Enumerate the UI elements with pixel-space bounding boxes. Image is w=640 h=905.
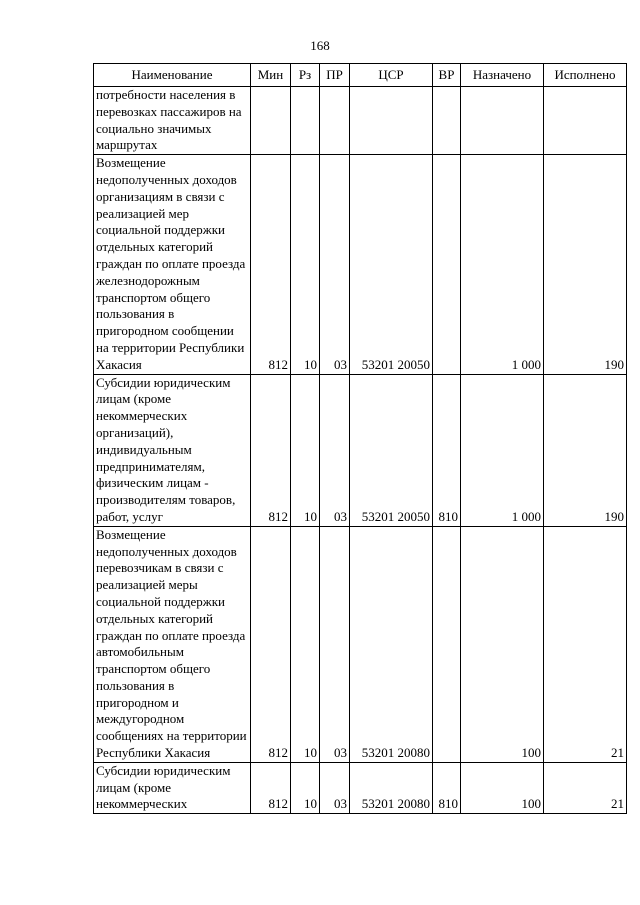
- cell-name: Возмещение недополученных доходов организациям в связи с реализацией мер социальной поддержки отдельных категорий граждан по оплате проезда железнодорожным транспортом общего пользования в пригородном сообщении на территории Республики Хакасия: [94, 155, 251, 374]
- cell-executed: 21: [544, 526, 627, 762]
- page-number: 168: [310, 38, 330, 53]
- header-csr: ЦСР: [350, 64, 433, 87]
- header-executed: Исполнено: [544, 64, 627, 87]
- cell-vr: 810: [433, 374, 461, 526]
- cell-executed: [544, 87, 627, 155]
- cell-executed: 21: [544, 762, 627, 813]
- cell-min: 812: [251, 526, 291, 762]
- table-row: [94, 87, 627, 155]
- cell-min: [251, 87, 291, 155]
- header-assigned: Назначено: [461, 64, 544, 87]
- cell-min: 812: [251, 374, 291, 526]
- cell-pr: 03: [320, 374, 350, 526]
- table-row: [94, 155, 627, 374]
- cell-pr: 03: [320, 762, 350, 813]
- cell-csr: 53201 20080: [350, 762, 433, 813]
- cell-rz: 10: [291, 762, 320, 813]
- header-vr: ВР: [433, 64, 461, 87]
- cell-pr: [320, 87, 350, 155]
- cell-rz: 10: [291, 155, 320, 374]
- table-row: [94, 762, 627, 813]
- cell-pr: 03: [320, 155, 350, 374]
- cell-csr: 53201 20080: [350, 526, 433, 762]
- budget-table: [93, 63, 627, 814]
- header-pr: ПР: [320, 64, 350, 87]
- header-min: Мин: [251, 64, 291, 87]
- cell-executed: 190: [544, 155, 627, 374]
- cell-rz: 10: [291, 374, 320, 526]
- cell-assigned: 100: [461, 526, 544, 762]
- cell-rz: 10: [291, 526, 320, 762]
- cell-assigned: 1 000: [461, 374, 544, 526]
- cell-name: Субсидии юридическим лицам (кроме некоммерческих организаций), индивидуальным предпринимателям, физическим лицам - производителям товаров, работ, услуг: [94, 374, 251, 526]
- cell-name: Возмещение недополученных доходов перевозчикам в связи с реализацией меры социальной поддержки отдельных категорий граждан по оплате проезда автомобильным транспортом общего пользования в пригородном и междугородном сообщениях на территории Республики Хакасия: [94, 526, 251, 762]
- header-rz: Рз: [291, 64, 320, 87]
- cell-vr: [433, 155, 461, 374]
- cell-csr: 53201 20050: [350, 374, 433, 526]
- header-row: [94, 64, 627, 87]
- cell-name: потребности населения в перевозках пассажиров на социально значимых маршрутах: [94, 87, 251, 155]
- cell-vr: 810: [433, 762, 461, 813]
- table-row: [94, 374, 627, 526]
- cell-executed: 190: [544, 374, 627, 526]
- cell-assigned: 1 000: [461, 155, 544, 374]
- cell-rz: [291, 87, 320, 155]
- table-row: [94, 526, 627, 762]
- cell-assigned: [461, 87, 544, 155]
- cell-vr: [433, 87, 461, 155]
- cell-name: Субсидии юридическим лицам (кроме некоммерческих: [94, 762, 251, 813]
- cell-assigned: 100: [461, 762, 544, 813]
- cell-min: 812: [251, 155, 291, 374]
- cell-vr: [433, 526, 461, 762]
- cell-csr: 53201 20050: [350, 155, 433, 374]
- cell-min: 812: [251, 762, 291, 813]
- cell-csr: [350, 87, 433, 155]
- header-name: Наименование: [94, 64, 251, 87]
- cell-pr: 03: [320, 526, 350, 762]
